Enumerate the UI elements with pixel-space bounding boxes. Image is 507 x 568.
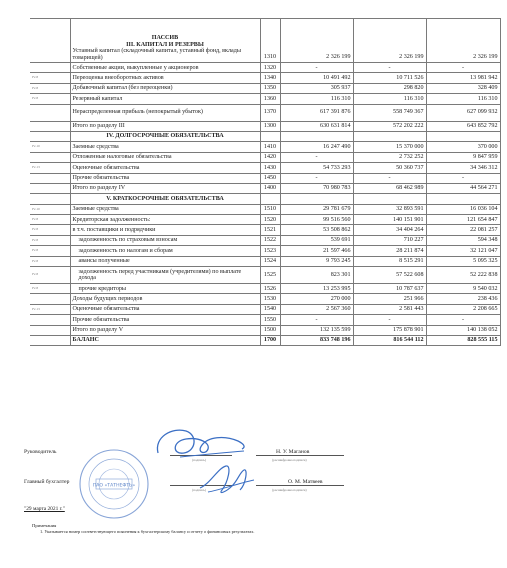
row-name: Доходы будущих периодов: [70, 294, 260, 304]
table-row: [30, 173, 500, 183]
row-value-3: 44 564 271: [426, 183, 500, 193]
table-row: [30, 215, 500, 225]
row-name: Оценочные обязательства: [70, 163, 260, 173]
table-row: [30, 256, 500, 266]
accountant-sign-caption: (подпись): [192, 488, 207, 492]
row-value-3: -: [426, 63, 500, 73]
row-code: 1550: [260, 315, 280, 325]
row-value-2: 2 326 199: [353, 19, 426, 63]
row-value-2: -: [353, 315, 426, 325]
row-note: [30, 63, 70, 73]
row-value-1: 53 508 862: [280, 225, 353, 235]
row-value-2: 710 227: [353, 235, 426, 245]
row-note: IV-8: [30, 284, 70, 294]
row-value-3: 22 081 257: [426, 225, 500, 235]
row-name: задолженность по налогам и сборам: [70, 246, 260, 256]
row-note: [30, 294, 70, 304]
table-row: [30, 152, 500, 162]
accountant-name-line: [256, 485, 344, 486]
row-value-1: 823 301: [280, 267, 353, 284]
row-value-1: 116 310: [280, 94, 353, 104]
row-value-3: 140 138 052: [426, 325, 500, 335]
row-value-2: 15 370 000: [353, 142, 426, 152]
row-name: задолженность перед участниками (учредителями) по выплате дохода: [70, 267, 260, 284]
accountant-signature-icon: [196, 462, 258, 498]
table-row-total: [30, 183, 500, 193]
row-note: IV-8: [30, 256, 70, 266]
table-row: [30, 246, 500, 256]
head-sign-caption: (подпись): [192, 458, 207, 462]
row-note: IV-13: [30, 163, 70, 173]
row-value-1: 2 567 360: [280, 304, 353, 314]
head-signature-icon: [150, 423, 250, 463]
row-value-3: 238 436: [426, 294, 500, 304]
row-value-2: 572 202 222: [353, 121, 426, 131]
row-code: 1430: [260, 163, 280, 173]
table-row: [30, 315, 500, 325]
head-name-line: [256, 455, 344, 456]
row-code: 1540: [260, 304, 280, 314]
row-value-3: 627 099 932: [426, 104, 500, 121]
row-value-2: 175 878 901: [353, 325, 426, 335]
row-value-1: -: [280, 315, 353, 325]
row-value-2: 68 462 989: [353, 183, 426, 193]
row-note: [30, 104, 70, 121]
row-name: в т.ч. поставщики и подрядчики: [70, 225, 260, 235]
row-note: [30, 173, 70, 183]
table-row: [30, 73, 500, 83]
row-note: [30, 315, 70, 325]
notes-title: Примечания: [32, 523, 57, 528]
row-value-1: 70 980 783: [280, 183, 353, 193]
balance-table: [30, 18, 501, 346]
row-note: [30, 335, 70, 345]
row-value-1: 9 793 245: [280, 256, 353, 266]
row-name: Итого по разделу V: [70, 325, 260, 335]
section-3-title: III. КАПИТАЛ И РЕЗЕРВЫ: [126, 41, 204, 48]
row-name: Заемные средства: [70, 204, 260, 214]
table-row: [30, 294, 500, 304]
row-value-2: 10 711 526: [353, 73, 426, 83]
row-code: 1524: [260, 256, 280, 266]
row-value-2: 251 966: [353, 294, 426, 304]
row-name: Итого по разделу IV: [70, 183, 260, 193]
row-note: IV-10: [30, 204, 70, 214]
row-name: Оценочные обязательства: [70, 304, 260, 314]
accountant-name: О. М. Матвеев: [288, 479, 323, 485]
row-name: Нераспределенная прибыль (непокрытый убыток): [70, 104, 260, 121]
row-value-3: 9 847 959: [426, 152, 500, 162]
table-row: [30, 235, 500, 245]
row-value-1: 305 937: [280, 83, 353, 93]
row-code: 1340: [260, 73, 280, 83]
row-code: 1525: [260, 267, 280, 284]
row-value-2: 34 404 264: [353, 225, 426, 235]
row-name: прочие кредиторы: [70, 284, 260, 294]
head-name: Н. У. Маганов: [276, 449, 310, 455]
table-row: [30, 304, 500, 314]
section-header-row: [30, 194, 500, 204]
row-value-3: 2 208 665: [426, 304, 500, 314]
table-row-total: [30, 121, 500, 131]
row-note: IV-8: [30, 215, 70, 225]
table-row: [30, 267, 500, 284]
row-value-3: 121 654 847: [426, 215, 500, 225]
row-value-2: 50 360 737: [353, 163, 426, 173]
row-value-1: 29 781 679: [280, 204, 353, 214]
row-value-3: 32 121 047: [426, 246, 500, 256]
table-row-total: [30, 325, 500, 335]
company-stamp-icon: [78, 448, 150, 520]
row-note: [30, 183, 70, 193]
row-code: 1523: [260, 246, 280, 256]
row-value-2: -: [353, 63, 426, 73]
row-code: 1510: [260, 204, 280, 214]
row-value-3: 34 346 312: [426, 163, 500, 173]
row-note: IV-8: [30, 94, 70, 104]
row-code: 1526: [260, 284, 280, 294]
row-value-1: 10 491 492: [280, 73, 353, 83]
row-note: [30, 152, 70, 162]
table-row: [30, 142, 500, 152]
row-value-1: 99 516 560: [280, 215, 353, 225]
row-name: Уставный капитал (складочный капитал, уставный фонд, вклады товарищей): [72, 48, 241, 61]
row-code: 1700: [260, 335, 280, 345]
row-value-2: 558 749 367: [353, 104, 426, 121]
row-name: авансы полученные: [70, 256, 260, 266]
head-label: Руководитель: [24, 449, 57, 455]
row-value-1: 630 631 814: [280, 121, 353, 131]
row-name: Переоценка внеоборотных активов: [70, 73, 260, 83]
row-value-3: 116 310: [426, 94, 500, 104]
row-name: Прочие обязательства: [70, 173, 260, 183]
accountant-decode-caption: (расшифровка подписи): [272, 488, 307, 492]
table-row: [30, 63, 500, 73]
row-value-2: 816 544 112: [353, 335, 426, 345]
stamp-text: ПАО «ТАТНЕФТЬ»: [92, 483, 136, 489]
row-value-2: -: [353, 173, 426, 183]
row-code: 1350: [260, 83, 280, 93]
row-code: 1400: [260, 183, 280, 193]
row-note: [30, 121, 70, 131]
row-value-3: 5 095 325: [426, 256, 500, 266]
row-name: Добавочный капитал (без переоценки): [70, 83, 260, 93]
table-row: [30, 204, 500, 214]
row-value-3: 370 000: [426, 142, 500, 152]
passive-header-cell: [70, 19, 260, 63]
row-value-3: 828 555 115: [426, 335, 500, 345]
row-value-3: 16 036 104: [426, 204, 500, 214]
row-value-2: 57 522 608: [353, 267, 426, 284]
signing-date: "29 марта 2021 г.": [24, 506, 65, 512]
row-code: 1420: [260, 152, 280, 162]
row-value-1: 13 253 995: [280, 284, 353, 294]
row-code: 1521: [260, 225, 280, 235]
row-value-1: 54 733 293: [280, 163, 353, 173]
row-value-3: -: [426, 173, 500, 183]
row-value-1: -: [280, 173, 353, 183]
row-value-1: -: [280, 152, 353, 162]
row-code: 1530: [260, 294, 280, 304]
row-value-1: 16 247 490: [280, 142, 353, 152]
row-code: 1450: [260, 173, 280, 183]
row-value-3: 13 981 942: [426, 73, 500, 83]
row-note: [30, 325, 70, 335]
table-row: [30, 83, 500, 93]
row-name: БАЛАНС: [70, 335, 260, 345]
row-code: 1320: [260, 63, 280, 73]
row-value-2: 298 820: [353, 83, 426, 93]
row-value-1: 270 000: [280, 294, 353, 304]
row-value-3: 9 540 032: [426, 284, 500, 294]
row-name: Заемные средства: [70, 142, 260, 152]
table-row: [30, 284, 500, 294]
row-code: 1522: [260, 235, 280, 245]
row-value-2: 32 893 591: [353, 204, 426, 214]
row-value-3: -: [426, 315, 500, 325]
accountant-label: Главный бухгалтер: [24, 479, 70, 485]
row-value-3: 594 348: [426, 235, 500, 245]
passive-title: ПАССИВ: [151, 35, 179, 42]
row-value-2: 116 310: [353, 94, 426, 104]
row-value-1: -: [280, 63, 353, 73]
row-name: задолженность по страховым взносам: [70, 235, 260, 245]
row-value-1: 132 135 599: [280, 325, 353, 335]
table-row: [30, 163, 500, 173]
row-value-2: 2 581 443: [353, 304, 426, 314]
row-value-1: 21 597 466: [280, 246, 353, 256]
row-value-2: 8 515 291: [353, 256, 426, 266]
row-note: IV-8: [30, 267, 70, 284]
row-code: 1520: [260, 215, 280, 225]
row-name: Резервный капитал: [70, 94, 260, 104]
row-value-1: 833 748 196: [280, 335, 353, 345]
row-name: Собственные акции, выкупленные у акционеров: [70, 63, 260, 73]
row-name: Отложенные налоговые обязательства: [70, 152, 260, 162]
row-name: Итого по разделу III: [70, 121, 260, 131]
row-value-2: 2 732 252: [353, 152, 426, 162]
row-name: Прочие обязательства: [70, 315, 260, 325]
row-code: 1500: [260, 325, 280, 335]
row-value-2: 10 787 637: [353, 284, 426, 294]
row-value-1: 2 326 199: [280, 19, 353, 63]
row-value-3: 2 326 199: [426, 19, 500, 63]
row-note: IV-8: [30, 225, 70, 235]
row-value-3: 643 852 792: [426, 121, 500, 131]
row-name: Кредиторская задолженность:: [70, 215, 260, 225]
row-value-1: 539 691: [280, 235, 353, 245]
section-4-title: IV. ДОЛГОСРОЧНЫЕ ОБЯЗАТЕЛЬСТВА: [70, 131, 260, 141]
row-note: IV-8: [30, 73, 70, 83]
row-code: 1310: [260, 19, 280, 63]
table-row: [30, 104, 500, 121]
row-value-3: 328 409: [426, 83, 500, 93]
row-note: IV-8: [30, 235, 70, 245]
row-value-2: 140 151 901: [353, 215, 426, 225]
row-code: 1360: [260, 94, 280, 104]
section-header-row: [30, 131, 500, 141]
row-note: IV-10: [30, 142, 70, 152]
head-decode-caption: (расшифровка подписи): [272, 458, 307, 462]
row-code: 1300: [260, 121, 280, 131]
row-note: IV-8: [30, 83, 70, 93]
row-value-1: 617 391 876: [280, 104, 353, 121]
row-code: 1410: [260, 142, 280, 152]
row-value-3: 52 222 838: [426, 267, 500, 284]
section-5-title: V. КРАТКОСРОЧНЫЕ ОБЯЗАТЕЛЬСТВА: [70, 194, 260, 204]
table-row: [30, 94, 500, 104]
notes-item-1: 1. Указывается номер соответствующего пояснения к бухгалтерскому балансу и отчету о финансовых результатах.: [40, 529, 255, 534]
row-note: IV-8: [30, 246, 70, 256]
row-value-2: 28 211 874: [353, 246, 426, 256]
balance-total-row: [30, 335, 500, 345]
row-note: IV-13: [30, 304, 70, 314]
table-row: [30, 225, 500, 235]
row-code: 1370: [260, 104, 280, 121]
